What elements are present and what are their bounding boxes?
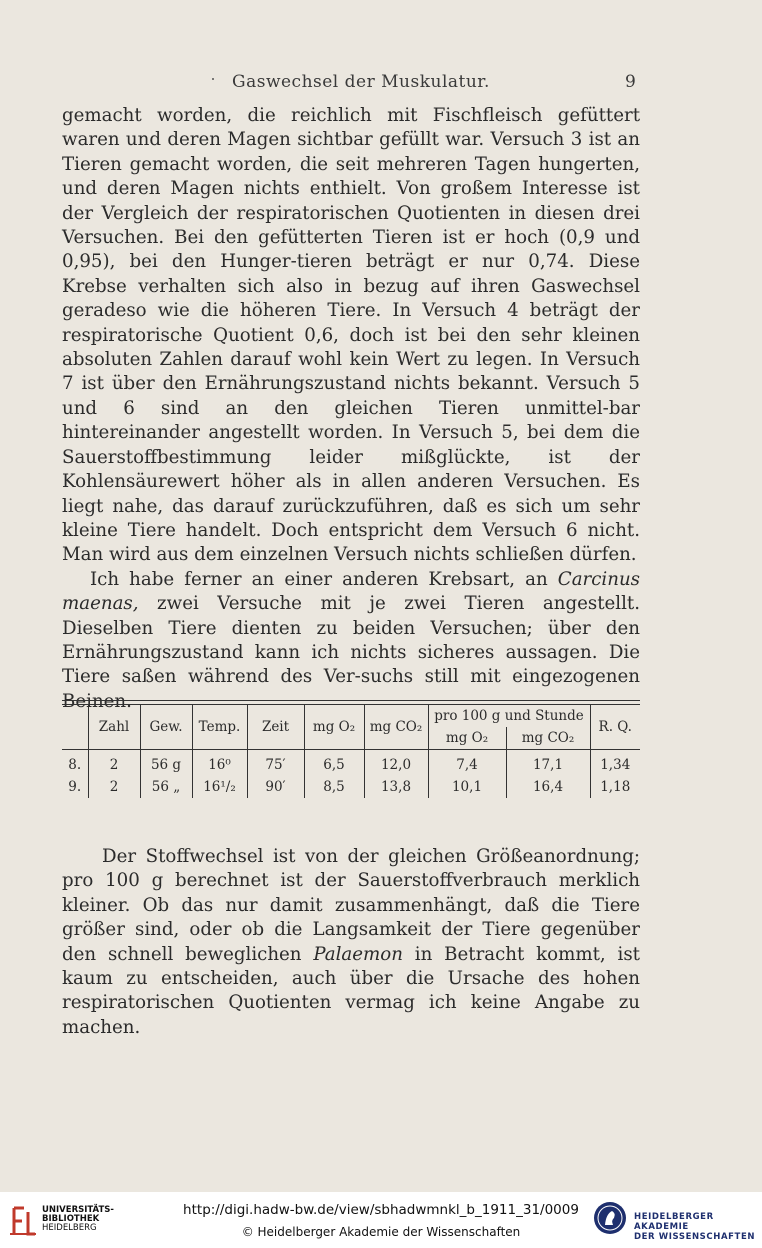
- data-table-wrap: [62, 700, 640, 798]
- print-speck: [212, 78, 214, 80]
- paragraph-3: [62, 845, 640, 1040]
- paragraph-2-after: zwei Versuche mit je zwei Tieren angestellt. Dieselben Tiere dienten zu beiden Versuchen; über den Ernährungszustand kann ich nichts sicheres aussagen. Die Tiere saßen während des Ver-suchs still mit eingezogenen Beinen.: [62, 593, 640, 712]
- cell-zahl: 2: [88, 750, 140, 777]
- body-text: [62, 104, 640, 714]
- species-name: Carcinus maenas,: [62, 568, 640, 615]
- page-number: 9: [625, 72, 637, 92]
- cell-temp: 16⁰: [192, 750, 247, 777]
- header-zeit: Zeit: [247, 705, 304, 750]
- header-pro-o2: mg O₂: [428, 727, 506, 750]
- header-rq: R. Q.: [590, 705, 640, 750]
- header-mg-o2: mg O₂: [304, 705, 364, 750]
- cell-nr: 9.: [68, 779, 82, 795]
- ub-line-2: BIBLIOTHEK: [42, 1214, 100, 1224]
- cell-zahl: 2: [88, 776, 140, 798]
- cell-pro-co2: 17,1: [506, 750, 590, 777]
- digitization-footer: [0, 1192, 762, 1248]
- table-row: [62, 776, 640, 798]
- header-mg-co2: mg CO₂: [364, 705, 428, 750]
- header-zahl: Zahl: [88, 705, 140, 750]
- paragraph-3-part-1: Der Stoffwechsel ist von der gleichen Größeanordnung; pro 100 g berechnet ist der Sauerstoffverbrauch merklich kleiner. Ob das nur damit zusammenhängt, daß die Tiere größer sind, oder ob die Langsamkeit der Tiere gegenüber den schnell beweglichen: [62, 846, 640, 965]
- ub-line-1: UNIVERSITÄTS-: [42, 1205, 114, 1215]
- academy-seal-icon: [592, 1200, 628, 1236]
- cell-temp: 16¹/₂: [192, 776, 247, 798]
- cell-gew: 56 g: [140, 750, 192, 777]
- cell-mg-o2: 8,5: [304, 776, 364, 798]
- cell-zeit: 90′: [247, 776, 304, 798]
- table-row: [62, 750, 640, 777]
- permalink[interactable]: http://digi.hadw-bw.de/view/sbhadwmnkl_b_1911_31/0009: [183, 1202, 579, 1218]
- academy-name: [634, 1212, 762, 1242]
- genus-name: Palaemon: [313, 943, 403, 965]
- cell-pro-co2: 16,4: [506, 776, 590, 798]
- cell-mg-o2: 6,5: [304, 750, 364, 777]
- hadw-line-2: DER WISSENSCHAFTEN: [634, 1232, 756, 1242]
- cell-nr: 8.: [68, 757, 82, 773]
- cell-mg-co2: 13,8: [364, 776, 428, 798]
- table-top-rule: [62, 700, 640, 701]
- header-pro-100g: pro 100 g und Stunde: [428, 705, 590, 727]
- ub-line-3: HEIDELBERG: [42, 1223, 97, 1233]
- data-table: [62, 705, 640, 798]
- copyright-notice: © Heidelberger Akademie der Wissenschaften: [241, 1225, 521, 1239]
- closing-text: [62, 845, 640, 1040]
- running-head: [0, 72, 762, 94]
- header-gew: Gew.: [140, 705, 192, 750]
- hadw-line-1: HEIDELBERGER AKADEMIE: [634, 1212, 714, 1232]
- cell-zeit: 75′: [247, 750, 304, 777]
- cell-gew: 56 „: [140, 776, 192, 798]
- paragraph-3-part-2: in Betracht kommt, ist kaum zu entscheiden, auch über die Ursache des hohen respiratorischen Quotienten vermag ich keine Angabe zu machen.: [62, 943, 640, 1038]
- header-nr: [62, 705, 88, 750]
- header-pro-co2: mg CO₂: [506, 727, 590, 750]
- paragraph-2-before: Ich habe ferner an einer anderen Krebsart, an: [90, 568, 558, 590]
- paragraph-1: gemacht worden, die reichlich mit Fischfleisch gefüttert waren und deren Magen sichtbar gefüllt war. Versuch 3 ist an Tieren gemacht worden, die seit mehreren Tagen hungerten, und deren Magen nichts enthielt. Von großem Interesse ist der Vergleich der respiratorischen Quotienten in diesen drei Versuchen. Bei den gefütterten Tieren ist er hoch (0,9 und 0,95), bei den Hunger-tieren beträgt er nur 0,74. Diese Krebse verhalten sich also in bezug auf ihren Gaswechsel geradeso wie die höheren Tiere. In Versuch 4 beträgt der respiratorische Quotient 0,6, doch ist bei den sehr kleinen absoluten Zahlen darauf wohl kein Wert zu legen. In Versuch 7 ist über den Ernährungszustand nichts bekannt. Versuch 5 und 6 sind an den gleichen Tieren unmittel-bar hintereinander angestellt worden. In Versuch 5, bei dem die Sauerstoffbestimmung leider mißglückte, ist der Kohlensäurewert höher als in allen anderen Versuchen. Es liegt nahe, das darauf zurückzuführen, daß es sich um sehr kleine Tiere handelt. Doch entspricht dem Versuch 6 nicht. Man wird aus dem einzelnen Versuch nichts schließen dürfen.: [62, 105, 640, 566]
- cell-pro-o2: 7,4: [428, 750, 506, 777]
- running-head-title: Gaswechsel der Muskulatur.: [232, 72, 490, 92]
- paragraph-2: [62, 568, 640, 714]
- cell-rq: 1,34: [590, 750, 640, 777]
- cell-pro-o2: 10,1: [428, 776, 506, 798]
- cell-mg-co2: 12,0: [364, 750, 428, 777]
- cell-rq: 1,18: [590, 776, 640, 798]
- header-temp: Temp.: [192, 705, 247, 750]
